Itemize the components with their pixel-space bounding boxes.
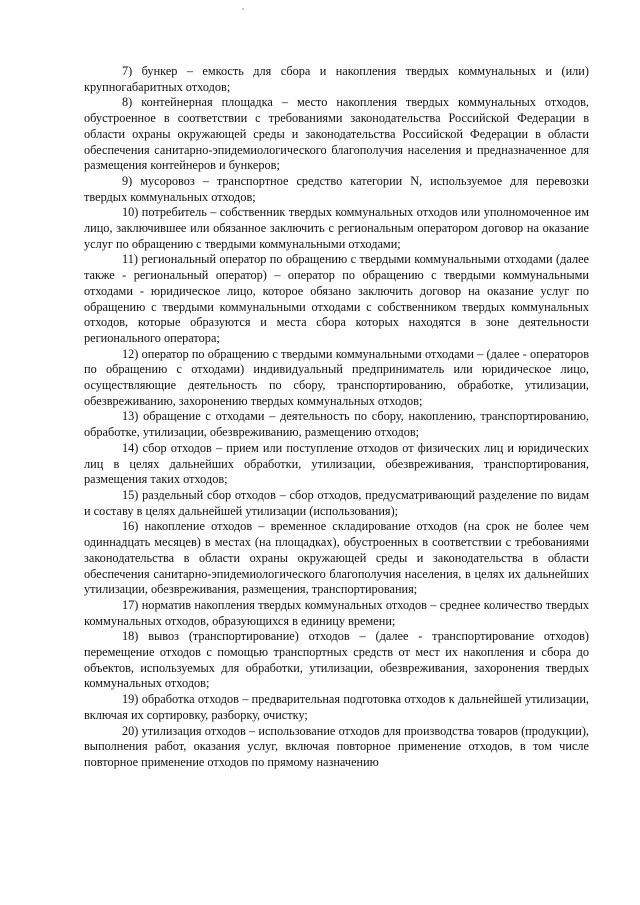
- definition-item-8: 8) контейнерная площадка – место накопления твердых коммунальных отходов, обустроенное в соответствии с требованиями законодательства Российской Федерации в области охраны окружающей среды и законодательства Российской Федерации в области обеспечения санитарно-эпидемиологического благополучия населения и предназначенное для размещения контейнеров и бункеров;: [84, 95, 589, 173]
- definition-item-14: 14) сбор отходов – прием или поступление отходов от физических лиц и юридических лиц в целях дальнейших обработки, утилизации, обезвреживания, транспортирования, размещения таких отходов;: [84, 440, 589, 487]
- definition-item-16: 16) накопление отходов – временное складирование отходов (на срок не более чем одиннадцать месяцев) в местах (на площадках), обустроенных в соответствии с требованиями законодательства в области охраны окружающей среды и законодательства в области обеспечения санитарно-эпидемиологического благополучия населения, в целях их дальнейших утилизации, обезвреживания, размещения, транспортирования;: [84, 519, 589, 597]
- document-body: [84, 64, 589, 771]
- definition-item-19: 19) обработка отходов – предварительная подготовка отходов к дальнейшей утилизации, включая их сортировку, разборку, очистку;: [84, 692, 589, 722]
- definition-item-20: 20) утилизация отходов – использование отходов для производства товаров (продукции), выполнения работ, оказания услуг, включая повторное применение отходов, в том числе повторное применение отходов по прямому назначению: [84, 723, 589, 769]
- definition-item-13: 13) обращение с отходами – деятельность по сбору, накоплению, транспортированию, обработке, утилизации, обезвреживанию, размещению отходов;: [84, 409, 589, 440]
- definition-item-12: 12) оператор по обращению с твердыми коммунальными отходами – (далее - операторов по обращению с отходами) индивидуальный предприниматель или юридическое лицо, осуществляющие деятельность по сбору, транспортированию, обработке, утилизации, обезвреживанию, захоронению твердых коммунальных отходов;: [84, 346, 589, 408]
- definition-item-11: 11) региональный оператор по обращению с твердыми коммунальными отходами (далее также - региональный оператор) – оператор по обращению с твердыми коммунальными отходами - юридическое лицо, которое обязано заключить договор на оказание услуг по обращению с твердыми коммунальными отходами с собственником твердых коммунальных отходов, которые образуются и места сбора которых находятся в зоне деятельности регионального оператора;: [84, 252, 589, 345]
- scan-artifact: [242, 8, 244, 10]
- definition-item-9: 9) мусоровоз – транспортное средство категории N, используемое для перевозки твердых коммунальных отходов;: [84, 173, 589, 204]
- definition-item-7: 7) бункер – емкость для сбора и накопления твердых коммунальных и (или) крупногабаритных отходов;: [84, 64, 589, 94]
- definition-item-17: 17) норматив накопления твердых коммунальных отходов – среднее количество твердых коммунальных отходов, образующихся в единицу времени;: [84, 597, 589, 628]
- definition-item-18: 18) вывоз (транспортирование) отходов – (далее - транспортирование отходов) перемещение отходов с помощью транспортных средств от мест их накопления и сбора до объектов, используемых для обработки, утилизации, обезвреживания, захоронения твердых коммунальных отходов;: [84, 629, 589, 691]
- definition-item-15: 15) раздельный сбор отходов – сбор отходов, предусматривающий разделение по видам и составу в целях дальнейшей утилизации (использования);: [84, 487, 589, 518]
- definition-item-10: 10) потребитель – собственник твердых коммунальных отходов или уполномоченное им лицо, заключившее или обязанное заключить с региональным оператором договор на оказание услуг по обращению с твердыми коммунальными отходами;: [84, 205, 589, 251]
